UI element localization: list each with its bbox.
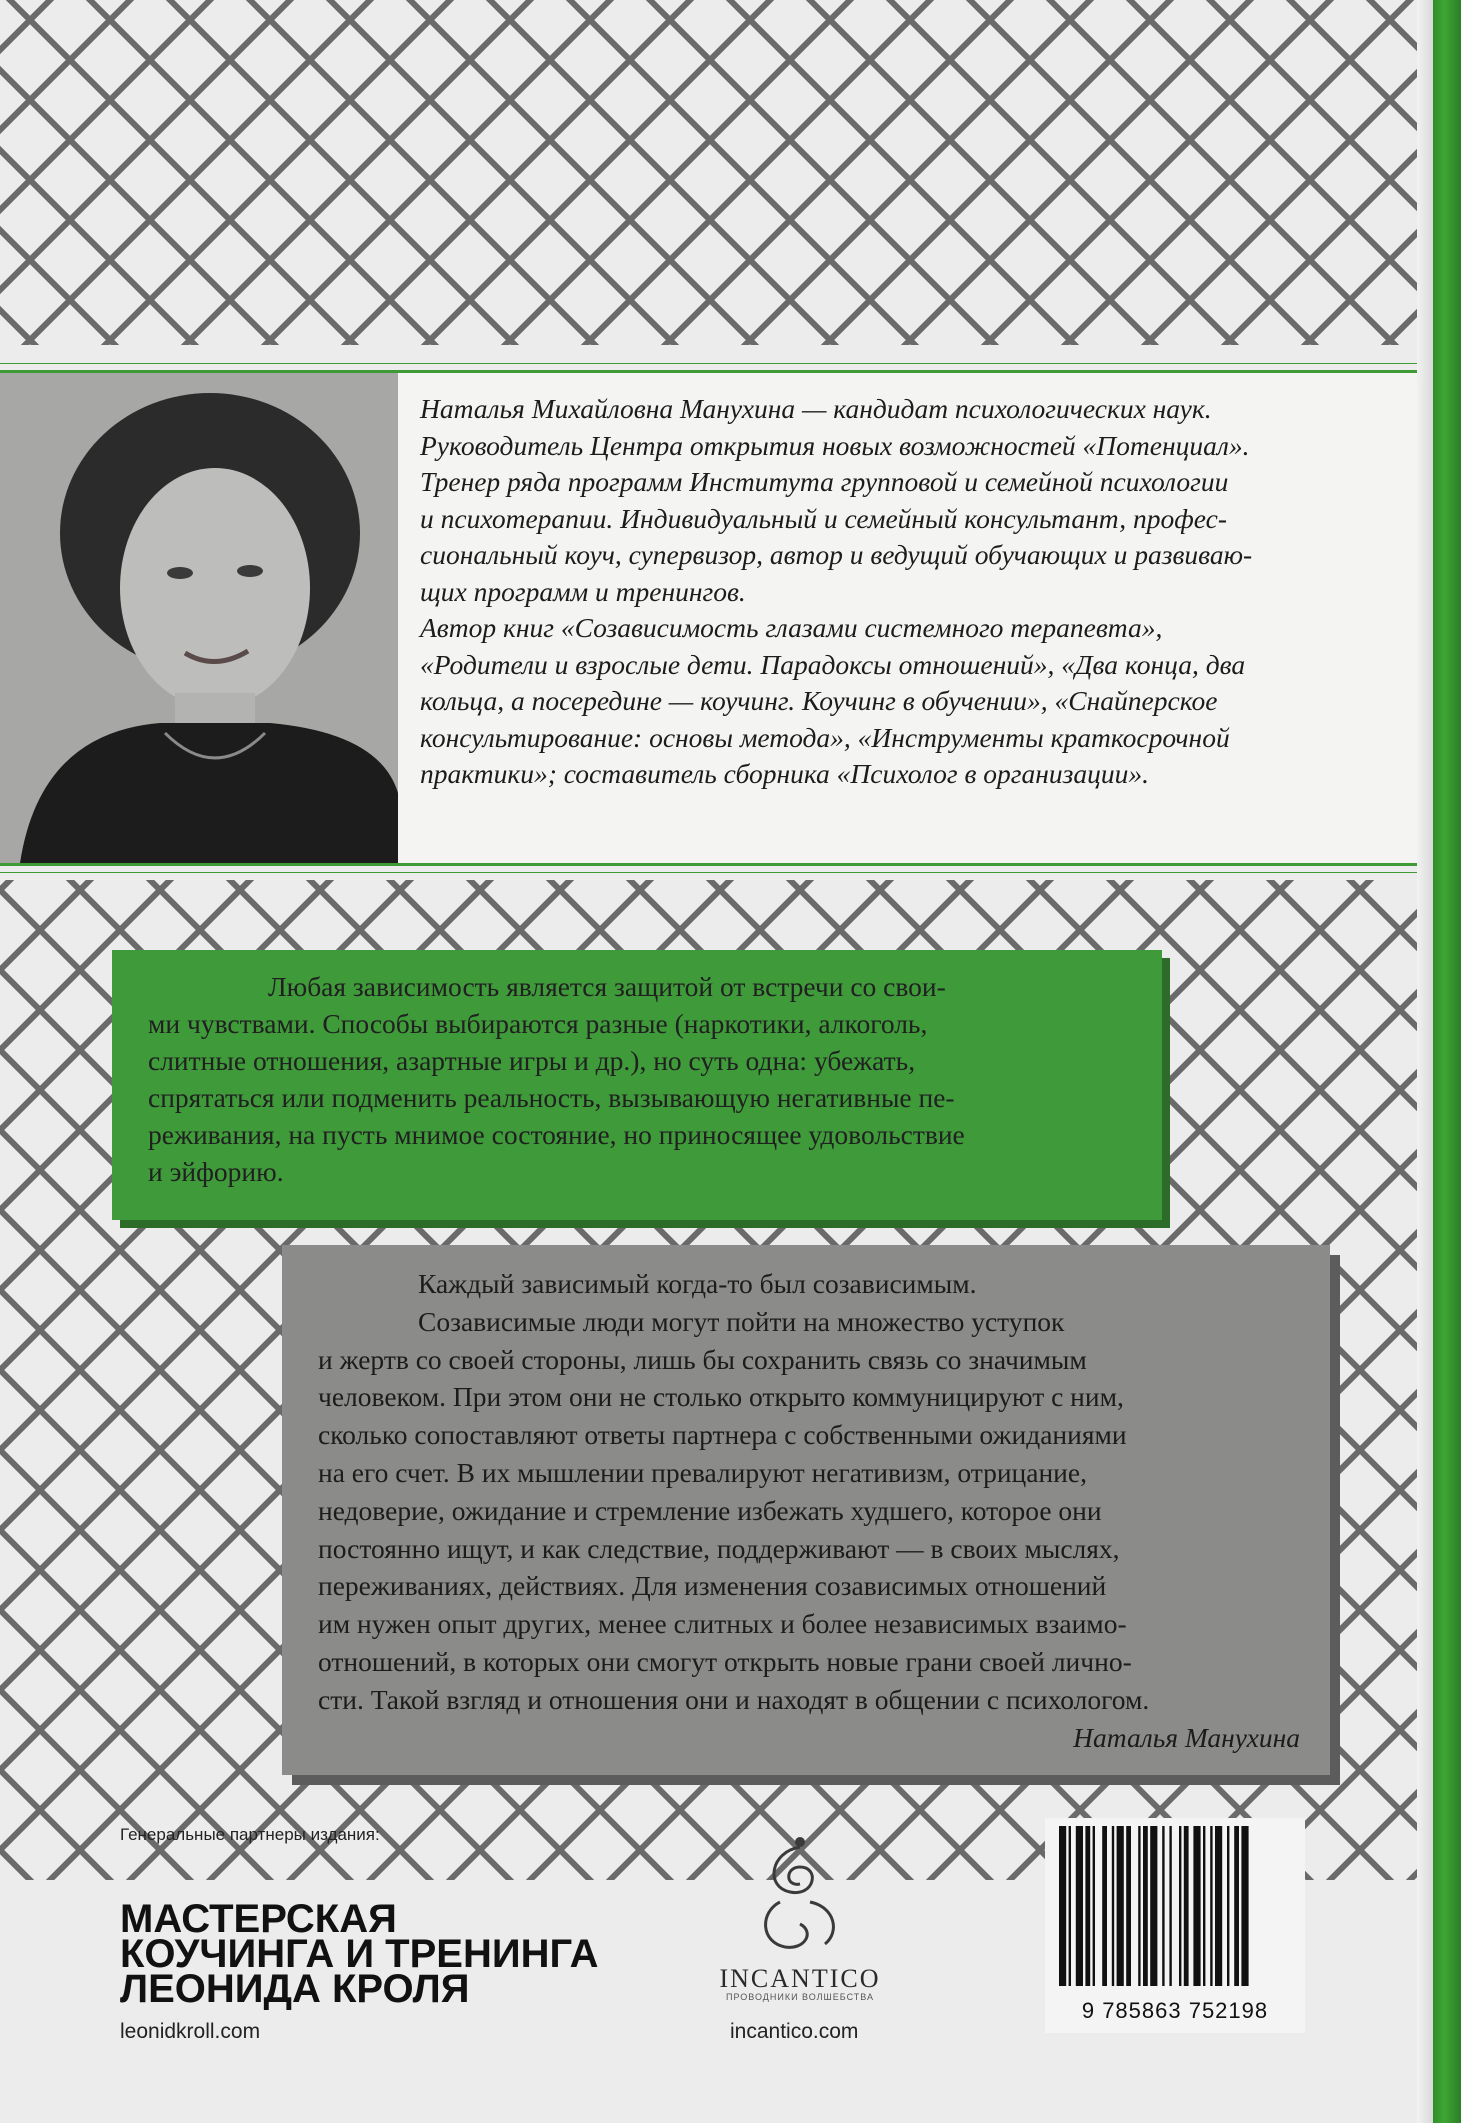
barcode-bar xyxy=(1234,1826,1239,1986)
barcode-bar xyxy=(1143,1826,1148,1986)
quote-line: Каждый зависимый когда-то был созависимым. xyxy=(418,1268,977,1299)
barcode-bar xyxy=(1215,1826,1222,1986)
barcode-bar xyxy=(1193,1826,1200,1986)
barcode-bar xyxy=(1169,1826,1171,1986)
barcode-bar xyxy=(1241,1826,1248,1986)
barcode-bar xyxy=(1203,1826,1205,1986)
lattice-pattern-top xyxy=(0,0,1445,345)
barcode-bar xyxy=(1102,1826,1107,1986)
barcode-bar xyxy=(1210,1826,1212,1986)
bio-line: Тренер ряда программ Института групповой и семейной психологии xyxy=(420,466,1229,497)
author-info-band xyxy=(0,370,1430,866)
barcode-bar xyxy=(1184,1826,1189,1986)
quote-line: на его счет. В их мышлении превалируют негативизм, отрицание, xyxy=(318,1456,1087,1488)
quote-line: сти. Такой взгляд и отношения они и находят в общении с психологом. xyxy=(318,1683,1150,1715)
barcode-bar xyxy=(1112,1826,1114,1986)
barcode-bar xyxy=(1150,1826,1157,1986)
kroll-line: МАСТЕРСКАЯ xyxy=(120,1897,397,1941)
barcode-bars xyxy=(1045,1818,1305,1998)
bio-line: щих программ и тренингов. xyxy=(420,575,746,607)
quote-line: отношений, в которых они смогут открыть новые грани своей лично- xyxy=(318,1645,1132,1677)
green-quote-box xyxy=(112,950,1162,1220)
books-line: Автор книг «Созависимость глазами системного терапевта», xyxy=(420,612,1163,643)
kroll-site: leonidkroll.com xyxy=(120,2020,261,2043)
incantico-tagline: ПРОВОДНИКИ ВОЛШЕБСТВА xyxy=(725,1992,875,2002)
author-photo xyxy=(0,373,398,863)
quote-signature: Наталья Манухина xyxy=(1073,1721,1300,1753)
quote-line: реживания, на пусть мнимое состояние, но приносящее удовольствие xyxy=(148,1119,965,1150)
bio-line: Наталья Михайловна Манухина — кандидат психологических наук. xyxy=(420,393,1212,424)
quote-line: и эйфорию. xyxy=(148,1156,284,1187)
barcode-bar xyxy=(1059,1826,1066,1986)
barcode-bar xyxy=(1126,1826,1131,1986)
isbn-number: 9 785863 752198 xyxy=(1081,1998,1269,2023)
barcode-bar xyxy=(1138,1826,1140,1986)
author-bio xyxy=(420,391,1380,793)
quote-line: спрятаться или подменить реальность, вызывающую негативные пе- xyxy=(148,1082,955,1113)
page-edge xyxy=(1417,0,1433,2123)
quote-line: постоянно ищут, и как следствие, поддерживают — в своих мыслях, xyxy=(318,1532,1120,1564)
quote-line: и жертв со своей стороны, лишь бы сохранить связь со значимым xyxy=(318,1343,1087,1375)
green-spine xyxy=(1433,0,1461,2123)
books-line: «Родители и взрослые дети. Парадоксы отношений», «Два конца, два xyxy=(420,648,1246,680)
books-line: практики»; составитель сборника «Психолог в организации». xyxy=(420,758,1150,789)
quote-line: человеком. При этом они не столько открыто коммуницируют с ним, xyxy=(318,1381,1124,1413)
barcode-bar xyxy=(1179,1826,1181,1986)
barcode-bar xyxy=(1117,1826,1124,1986)
quote-line: слитные отношения, азартные игры и др.), но суть одна: убежать, xyxy=(148,1045,916,1076)
books-line: кольца, а посередине — коучинг. Коучинг в обучении», «Снайперское xyxy=(420,685,1218,716)
bio-line: Руководитель Центра открытия новых возможностей «Потенциал». xyxy=(420,429,1250,461)
quote-line: Любая зависимость является защитой от встречи со свои- xyxy=(268,971,946,1002)
barcode-bar xyxy=(1085,1826,1090,1986)
quote-line: недоверие, ожидание и стремление избежать худшего, которое они xyxy=(318,1494,1102,1526)
incantico-emblem-icon xyxy=(700,1832,900,1962)
quote-line: им нужен опыт других, менее слитных и более независимых взаимо- xyxy=(318,1608,1127,1640)
gray-quote-box xyxy=(282,1245,1330,1775)
author-portrait-illustration xyxy=(0,373,398,863)
bio-line: и психотерапии. Индивидуальный и семейный консультант, профес- xyxy=(420,502,1228,534)
quote-line: сколько сопоставляют ответы партнера с собственными ожиданиями xyxy=(318,1419,1127,1451)
barcode-bar xyxy=(1162,1826,1164,1986)
barcode-bar xyxy=(1093,1826,1095,1986)
kroll-logo-text xyxy=(120,1897,599,2011)
partners-label: Генеральные партнеры издания: xyxy=(120,1825,380,1844)
incantico-site: incantico.com xyxy=(730,2020,859,2043)
quote-line: Созависимые люди могут пойти на множество уступок xyxy=(418,1305,1065,1337)
quote-line: ми чувствами. Способы выбираются разные (наркотики, алкоголь, xyxy=(148,1008,928,1039)
bio-line: сиональный коуч, супервизор, автор и ведущий обучающих и развиваю- xyxy=(420,539,1253,570)
books-line: консультирование: основы метода», «Инструменты краткосрочной xyxy=(420,721,1230,753)
barcode-bar xyxy=(1069,1826,1071,1986)
kroll-line: КОУЧИНГА И ТРЕНИНГА xyxy=(120,1932,599,1976)
incantico-logo xyxy=(700,1832,900,2012)
barcode-bar xyxy=(1227,1826,1229,1986)
barcode-bar xyxy=(1076,1826,1083,1986)
kroll-line: ЛЕОНИДА КРОЛЯ xyxy=(120,1967,470,2011)
quote-line: переживаниях, действиях. Для изменения созависимых отношений xyxy=(318,1570,1107,1602)
incantico-name: INCANTICO xyxy=(719,1964,881,1993)
